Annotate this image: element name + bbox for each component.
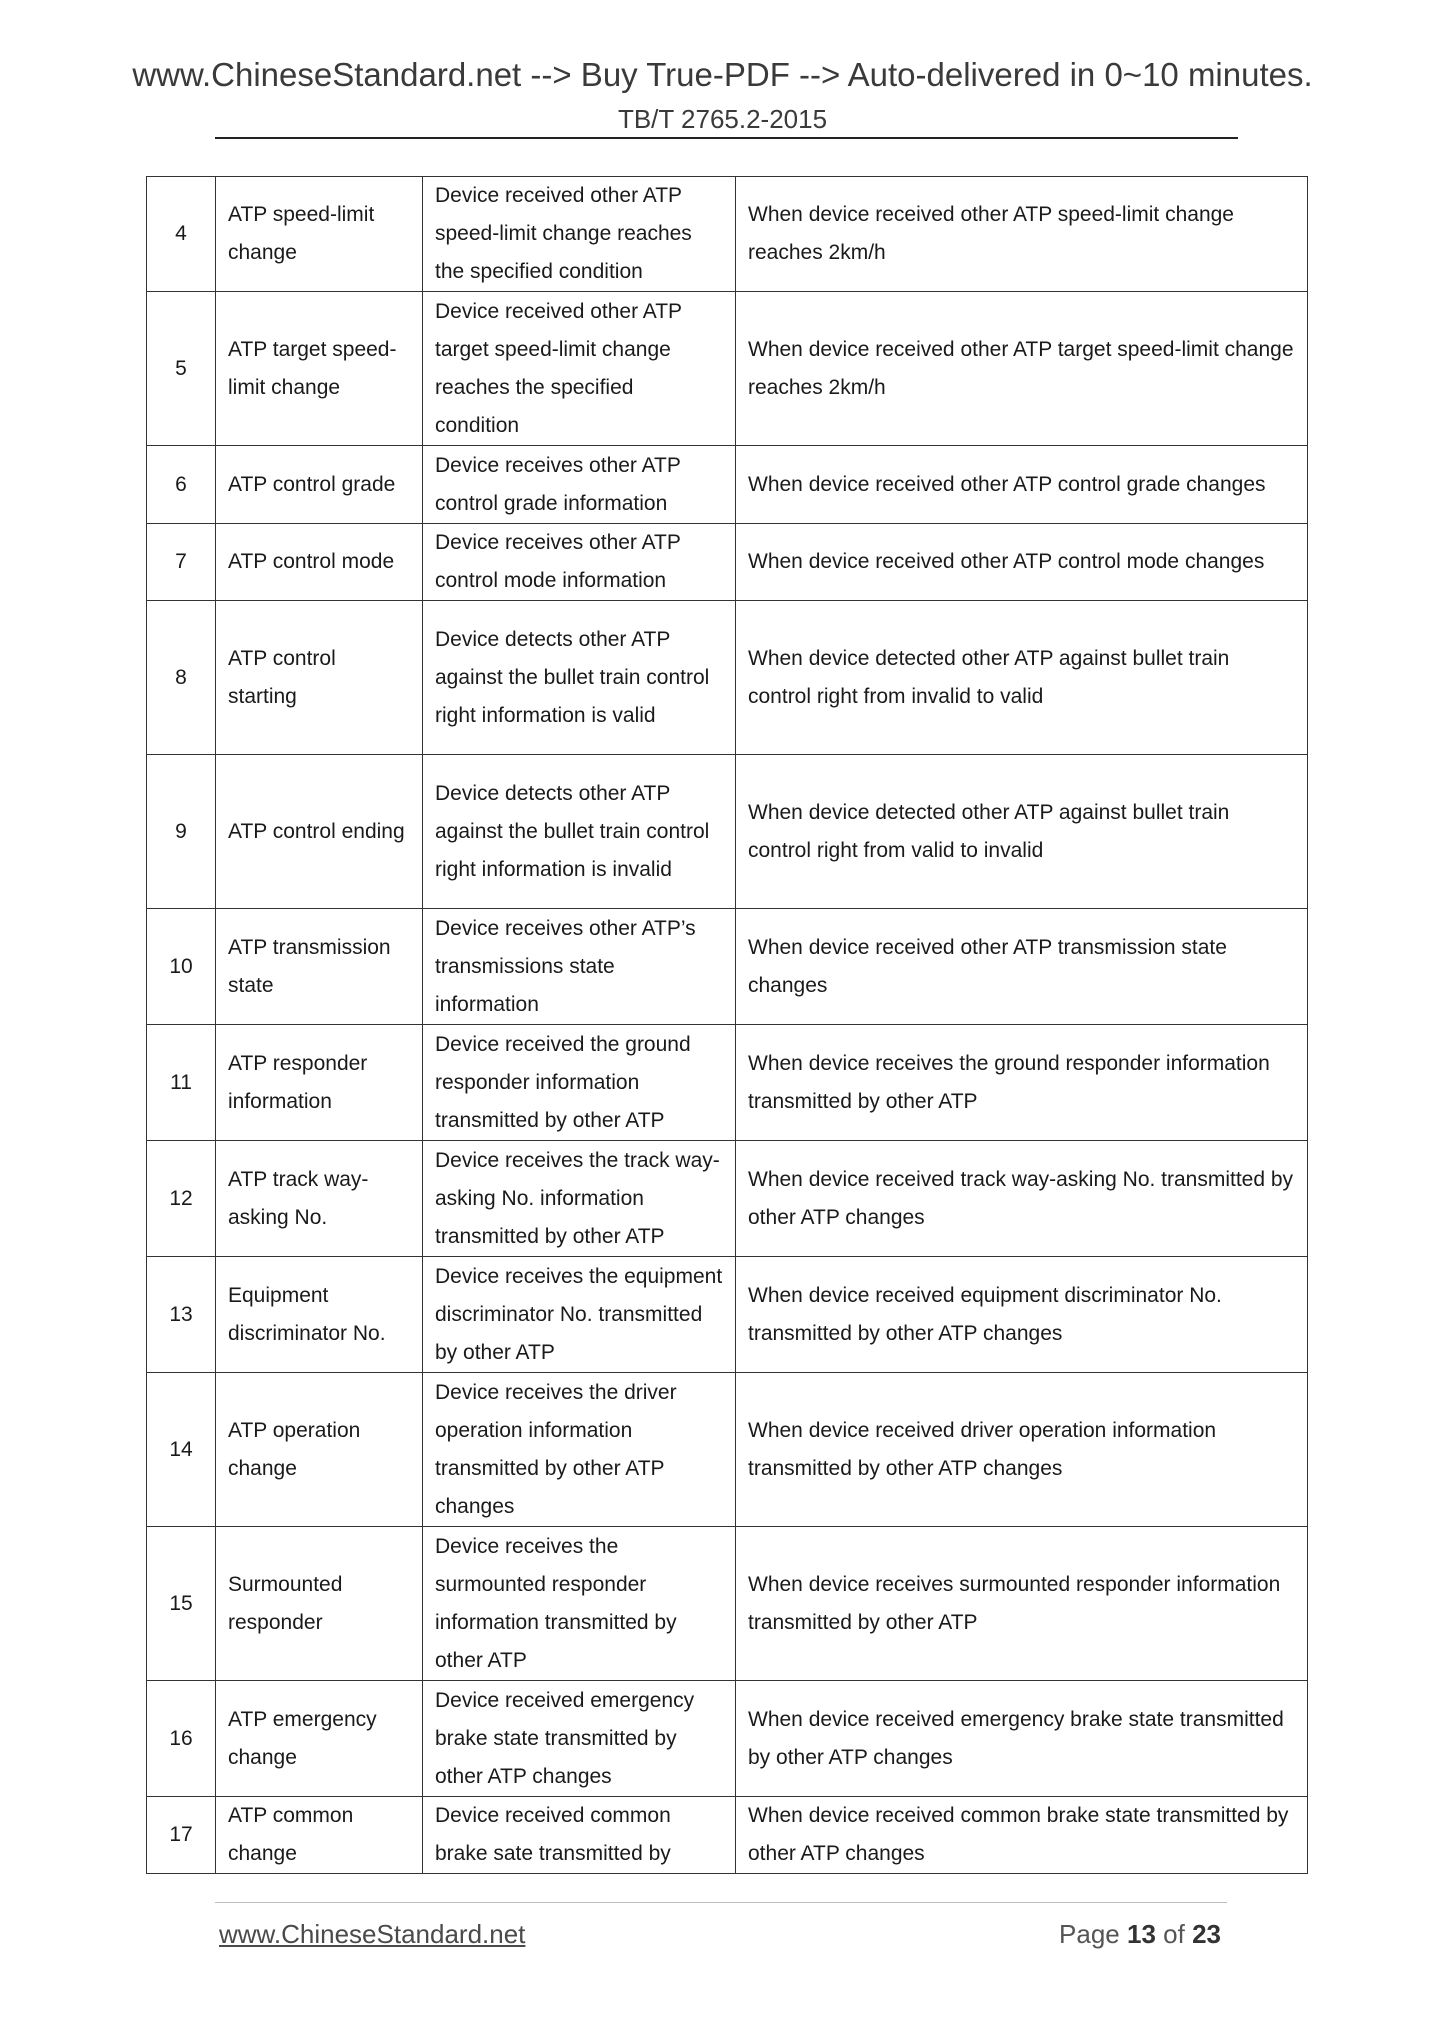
event-name: ATP operation change <box>216 1373 423 1527</box>
event-description: When device received other ATP target speed-limit change reaches 2km/h <box>736 292 1308 446</box>
event-condition: Device receives other ATP control grade information <box>423 446 736 524</box>
event-description: When device received driver operation information transmitted by other ATP changes <box>736 1373 1308 1527</box>
table-row <box>147 292 1308 446</box>
event-condition: Device detects other ATP against the bullet train control right information is valid <box>423 601 736 755</box>
event-name: ATP common change <box>216 1797 423 1874</box>
event-description: When device received track way-asking No. transmitted by other ATP changes <box>736 1141 1308 1257</box>
page-indicator <box>1059 1919 1221 1950</box>
event-condition: Device received the ground responder information transmitted by other ATP <box>423 1025 736 1141</box>
event-condition: Device receives the track way-asking No. information transmitted by other ATP <box>423 1141 736 1257</box>
page-of: of <box>1163 1919 1185 1949</box>
table-row <box>147 177 1308 292</box>
event-name: ATP transmission state <box>216 909 423 1025</box>
event-description: When device receives surmounted responder information transmitted by other ATP <box>736 1527 1308 1681</box>
footer-site-link[interactable]: www.ChineseStandard.net <box>219 1919 526 1949</box>
event-description: When device received other ATP speed-limit change reaches 2km/h <box>736 177 1308 292</box>
event-name: ATP control ending <box>216 755 423 909</box>
event-description: When device detected other ATP against bullet train control right from invalid to valid <box>736 601 1308 755</box>
event-name: ATP emergency change <box>216 1681 423 1797</box>
header-banner: www.ChineseStandard.net --> Buy True-PDF --> Auto-delivered in 0~10 minutes. <box>132 56 1313 93</box>
event-description: When device received equipment discriminator No. transmitted by other ATP changes <box>736 1257 1308 1373</box>
event-condition: Device received other ATP speed-limit change reaches the specified condition <box>423 177 736 292</box>
table-row <box>147 1797 1308 1874</box>
table-row <box>147 1025 1308 1141</box>
row-number: 8 <box>147 601 216 755</box>
table-row <box>147 909 1308 1025</box>
footer-divider <box>215 1902 1227 1903</box>
row-number: 11 <box>147 1025 216 1141</box>
table-row <box>147 601 1308 755</box>
row-number: 15 <box>147 1527 216 1681</box>
event-name: ATP control grade <box>216 446 423 524</box>
row-number: 10 <box>147 909 216 1025</box>
row-number: 14 <box>147 1373 216 1527</box>
header-divider <box>215 137 1238 139</box>
row-number: 13 <box>147 1257 216 1373</box>
row-number: 17 <box>147 1797 216 1874</box>
table-row <box>147 1527 1308 1681</box>
event-condition: Device received common brake sate transmitted by <box>423 1797 736 1874</box>
event-name: ATP responder information <box>216 1025 423 1141</box>
event-description: When device received common brake state transmitted by other ATP changes <box>736 1797 1308 1874</box>
row-number: 6 <box>147 446 216 524</box>
table-row <box>147 1681 1308 1797</box>
event-name: Equipment discriminator No. <box>216 1257 423 1373</box>
page-total: 23 <box>1192 1919 1221 1949</box>
event-description: When device received other ATP control mode changes <box>736 524 1308 601</box>
event-description: When device received other ATP control grade changes <box>736 446 1308 524</box>
row-number: 4 <box>147 177 216 292</box>
table-row <box>147 524 1308 601</box>
event-condition: Device receives the driver operation information transmitted by other ATP changes <box>423 1373 736 1527</box>
event-description: When device detected other ATP against bullet train control right from valid to invalid <box>736 755 1308 909</box>
row-number: 9 <box>147 755 216 909</box>
event-description: When device received emergency brake state transmitted by other ATP changes <box>736 1681 1308 1797</box>
table-row <box>147 446 1308 524</box>
event-description: When device received other ATP transmission state changes <box>736 909 1308 1025</box>
event-description: When device receives the ground responder information transmitted by other ATP <box>736 1025 1308 1141</box>
event-table <box>146 176 1308 1874</box>
event-name: ATP track way-asking No. <box>216 1141 423 1257</box>
row-number: 16 <box>147 1681 216 1797</box>
table-row <box>147 1373 1308 1527</box>
table-row <box>147 755 1308 909</box>
event-condition: Device received other ATP target speed-limit change reaches the specified condition <box>423 292 736 446</box>
table-row <box>147 1141 1308 1257</box>
row-number: 5 <box>147 292 216 446</box>
page-current: 13 <box>1127 1919 1156 1949</box>
event-name: Surmounted responder <box>216 1527 423 1681</box>
event-condition: Device receives other ATP’s transmissions state information <box>423 909 736 1025</box>
event-name: ATP speed-limit change <box>216 177 423 292</box>
event-condition: Device received emergency brake state transmitted by other ATP changes <box>423 1681 736 1797</box>
row-number: 12 <box>147 1141 216 1257</box>
standard-code: TB/T 2765.2-2015 <box>617 104 828 134</box>
event-condition: Device receives other ATP control mode information <box>423 524 736 601</box>
event-name: ATP control starting <box>216 601 423 755</box>
event-name: ATP control mode <box>216 524 423 601</box>
event-condition: Device receives the surmounted responder information transmitted by other ATP <box>423 1527 736 1681</box>
event-name: ATP target speed-limit change <box>216 292 423 446</box>
event-condition: Device detects other ATP against the bullet train control right information is invalid <box>423 755 736 909</box>
event-condition: Device receives the equipment discriminator No. transmitted by other ATP <box>423 1257 736 1373</box>
row-number: 7 <box>147 524 216 601</box>
page-label: Page <box>1059 1919 1120 1949</box>
table-row <box>147 1257 1308 1373</box>
